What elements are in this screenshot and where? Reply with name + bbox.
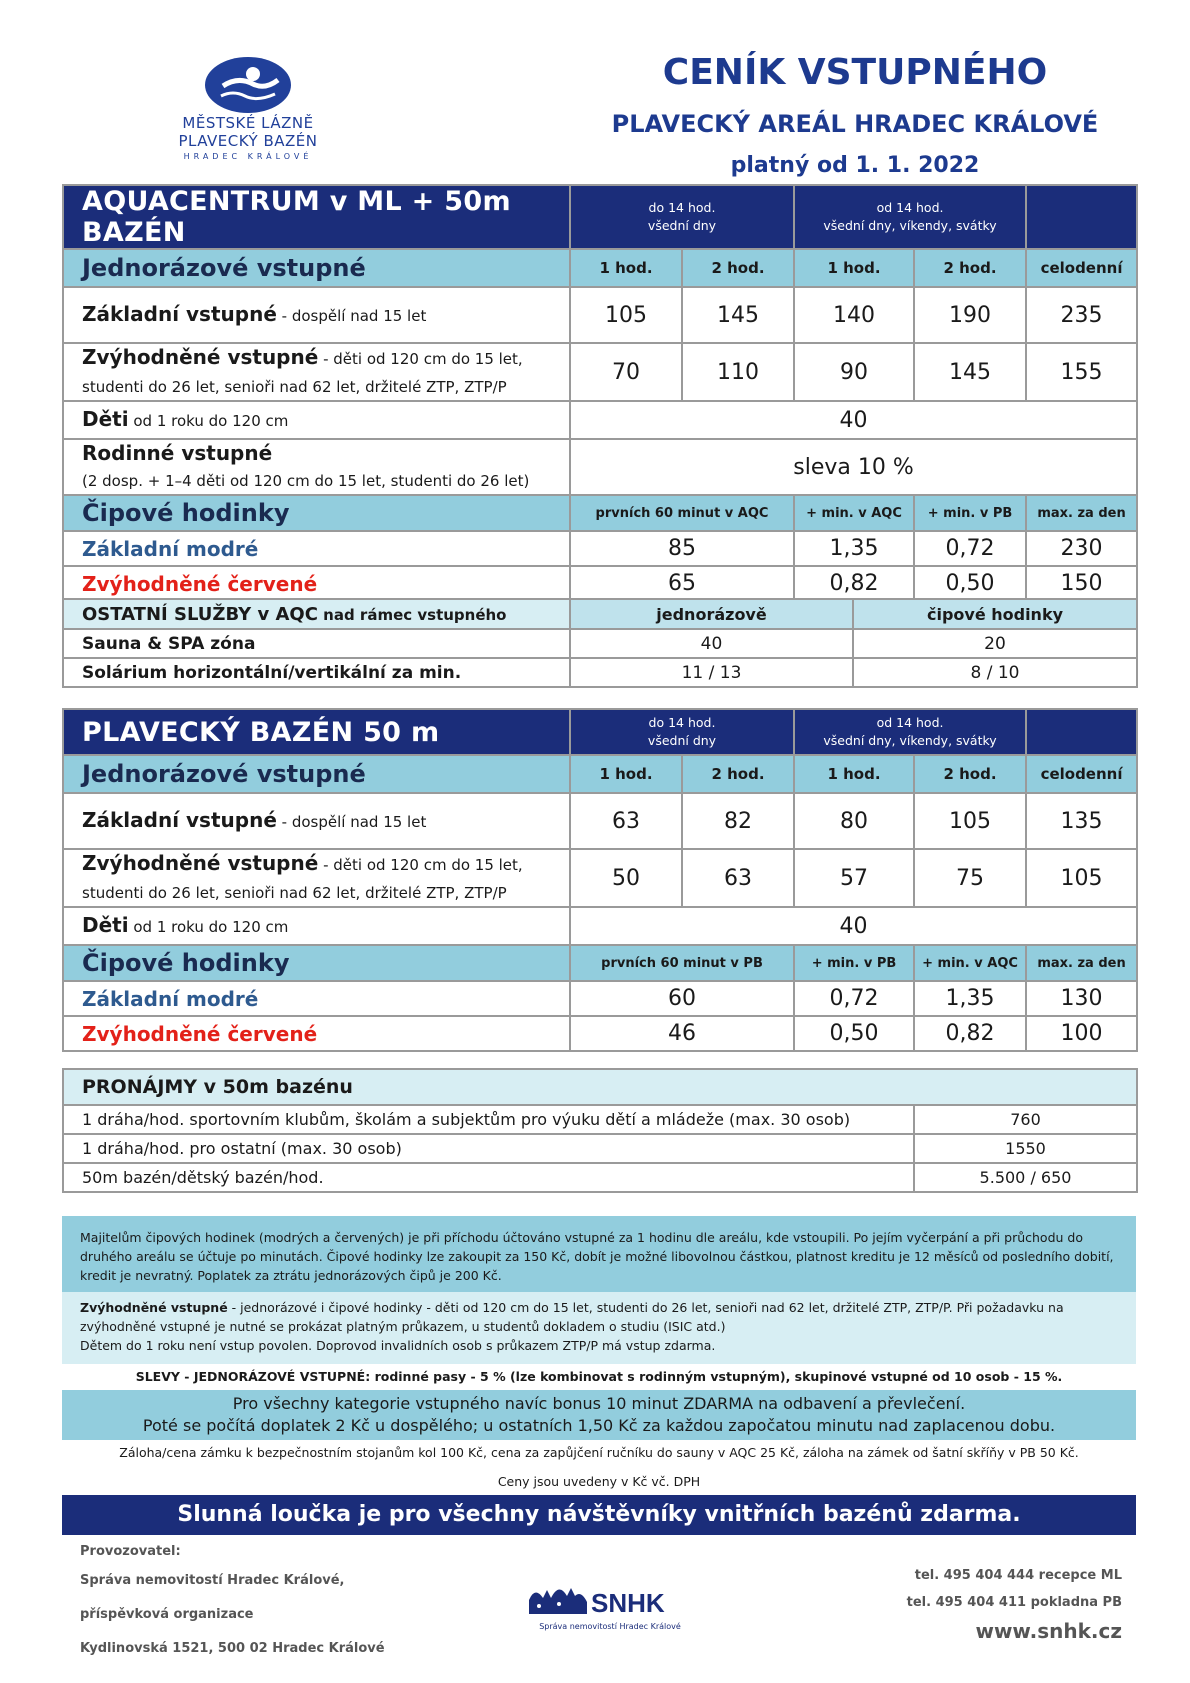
col-header: 2 hod.	[914, 755, 1026, 793]
reduced-admission-label: Zvýhodněné vstupné - děti od 120 cm do 15 let, studenti do 26 let, senioři nad 62 let, držitelé ZTP, ZTP/P	[63, 849, 570, 907]
price-cell: 40	[570, 629, 853, 658]
svg-text:SNHK: SNHK	[591, 1588, 665, 1618]
service-label: Sauna & SPA zóna	[63, 629, 570, 658]
logo-line-1: MĚSTSKÉ LÁZNĚ	[182, 114, 314, 132]
table-row	[63, 401, 1137, 439]
price-cell: 65	[570, 566, 794, 601]
table-row	[63, 531, 1137, 566]
col-header: čipové hodinky	[853, 599, 1137, 629]
price-cell: 8 / 10	[853, 658, 1137, 687]
pb-col-group-1: do 14 hod. všední dny	[570, 709, 794, 755]
col-header: + min. v PB	[914, 495, 1026, 531]
page-subtitle: PLAVECKÝ AREÁL HRADEC KRÁLOVÉ	[611, 110, 1099, 138]
price-cell: 150	[1026, 566, 1137, 601]
col-header: + min. v AQC	[794, 495, 914, 531]
price-cell: 1,35	[914, 981, 1026, 1016]
price-cell: 230	[1026, 531, 1137, 566]
reduced-admission-label: Zvýhodněné vstupné - děti od 120 cm do 15 let, studenti do 26 let, senioři nad 62 let, držitelé ZTP, ZTP/P	[63, 343, 570, 401]
col-header: celodenní	[1026, 249, 1137, 287]
reduced-info-note: Zvýhodněné vstupné - jednorázové i čipové hodinky - děti od 120 cm do 15 let, studenti do 26 let, senioři nad 62 let, držitelé ZTP, ZTP/P. Při požadavku na zvýhodněné vstupné je nutné se prokázat platným průkazem, u studentů dokladem o studiu (ISIC atd.) Dětem do 1 roku není vstup povolen. Doprovod invalidních osob s průkazem ZTP/P má vstup zdarma.	[62, 1292, 1136, 1364]
price-cell: 0,72	[914, 531, 1026, 566]
rental-label: 50m bazén/dětský bazén/hod.	[63, 1163, 914, 1192]
price-cell: 130	[1026, 981, 1137, 1016]
price-cell: 20	[853, 629, 1137, 658]
col-header: + min. v PB	[794, 945, 914, 981]
price-cell: 0,50	[794, 1016, 914, 1051]
col-header: 2 hod.	[914, 249, 1026, 287]
services-table	[62, 598, 1138, 688]
vat-note: Ceny jsou uvedeny v Kč vč. DPH	[497, 1474, 701, 1489]
chip-red-label: Zvýhodněné červené	[63, 566, 570, 601]
pb-chip-label: Čipové hodinky	[63, 945, 570, 981]
bonus-note: Pro všechny kategorie vstupného navíc bonus 10 minut ZDARMA na odbavení a převlečení. Poté se počítá doplatek 2 Kč u dospělého; u ostatních 1,50 Kč za každou započatou minutu nad zaplacenou dobu.	[62, 1390, 1136, 1440]
chip-blue-label: Základní modré	[63, 981, 570, 1016]
price-cell: 63	[682, 849, 794, 907]
phone-reception: tel. 495 404 444 recepce ML	[914, 1568, 1122, 1583]
discounts-note: SLEVY - JEDNORÁZOVÉ VSTUPNÉ: rodinné pasy - 5 % (lze kombinovat s rodinným vstupným), skupinové vstupné od 10 osob - 15 %.	[135, 1369, 1063, 1384]
col-header: prvních 60 minut v PB	[570, 945, 794, 981]
price-cell: 46	[570, 1016, 794, 1051]
pb-title: PLAVECKÝ BAZÉN 50 m	[63, 709, 570, 755]
price-cell: 40	[570, 401, 1137, 439]
chip-red-label: Zvýhodněné červené	[63, 1016, 570, 1051]
price-cell: 110	[682, 343, 794, 401]
snhk-logo	[525, 1578, 695, 1631]
price-cell: 105	[914, 793, 1026, 849]
aqc-title: AQUACENTRUM v ML + 50m BAZÉN	[63, 185, 570, 249]
aqc-col-group-2: od 14 hod. všední dny, víkendy, svátky	[794, 185, 1026, 249]
price-cell: 63	[570, 793, 682, 849]
table-row	[63, 907, 1137, 945]
validity-date: platný od 1. 1. 2022	[730, 153, 980, 178]
price-cell: 105	[1026, 849, 1137, 907]
price-cell: 190	[914, 287, 1026, 343]
sun-banner: Slunná loučka je pro všechny návštěvníky vnitřních bazénů zdarma.	[62, 1495, 1136, 1535]
price-cell: 1550	[914, 1134, 1137, 1163]
pb-single-label: Jednorázové vstupné	[63, 755, 570, 793]
price-cell: 760	[914, 1105, 1137, 1134]
price-cell: 40	[570, 907, 1137, 945]
table-row	[63, 849, 1137, 907]
table-row	[63, 343, 1137, 401]
services-title: OSTATNÍ SLUŽBY v AQC nad rámec vstupného	[63, 599, 570, 629]
price-cell: 60	[570, 981, 794, 1016]
table-row	[63, 566, 1137, 601]
price-cell: 135	[1026, 793, 1137, 849]
price-cell: 57	[794, 849, 914, 907]
price-cell: 75	[914, 849, 1026, 907]
service-label: Solárium horizontální/vertikální za min.	[63, 658, 570, 687]
price-cell: 1,35	[794, 531, 914, 566]
logo-line-3: HRADEC KRÁLOVÉ	[183, 152, 313, 161]
col-header: celodenní	[1026, 755, 1137, 793]
aqc-single-label: Jednorázové vstupné	[63, 249, 570, 287]
snhk-castle-icon	[525, 1578, 695, 1618]
table-row	[63, 287, 1137, 343]
table-row	[63, 1163, 1137, 1192]
aqc-price-table	[62, 184, 1138, 602]
snhk-caption: Správa nemovitostí Hradec Králové	[539, 1622, 681, 1631]
price-cell: 0,82	[914, 1016, 1026, 1051]
table-row	[63, 1134, 1137, 1163]
price-cell: 145	[682, 287, 794, 343]
table-row	[63, 1016, 1137, 1051]
table-row	[63, 629, 1137, 658]
phone-cashier: tel. 495 404 411 pokladna PB	[906, 1595, 1122, 1610]
col-header: 1 hod.	[570, 249, 682, 287]
operator-info: Provozovatel: Správa nemovitostí Hradec Králové, příspěvková organizace Kydlinovská 1521, 500 02 Hradec Králové	[80, 1544, 385, 1656]
col-header: + min. v AQC	[914, 945, 1026, 981]
price-cell: 0,82	[794, 566, 914, 601]
rentals-table	[62, 1068, 1138, 1193]
website-link[interactable]: www.snhk.cz	[975, 1619, 1122, 1643]
price-cell: 0,72	[794, 981, 914, 1016]
ml-logo	[168, 56, 328, 161]
aqc-col-group-empty	[1026, 185, 1137, 249]
price-cell: 11 / 13	[570, 658, 853, 687]
aqc-col-group-1: do 14 hod. všední dny	[570, 185, 794, 249]
logo-line-2: PLAVECKÝ BAZÉN	[178, 132, 318, 150]
rental-label: 1 dráha/hod. pro ostatní (max. 30 osob)	[63, 1134, 914, 1163]
price-cell: 50	[570, 849, 682, 907]
price-cell: 0,50	[914, 566, 1026, 601]
kids-label: Děti od 1 roku do 120 cm	[63, 401, 570, 439]
price-cell: 155	[1026, 343, 1137, 401]
kids-label: Děti od 1 roku do 120 cm	[63, 907, 570, 945]
rental-label: 1 dráha/hod. sportovním klubům, školám a subjektům pro výuku dětí a mládeže (max. 30 osob)	[63, 1105, 914, 1134]
col-header: 1 hod.	[794, 249, 914, 287]
price-cell: 105	[570, 287, 682, 343]
page-title: CENÍK VSTUPNÉHO	[662, 52, 1048, 93]
deposit-note: Záloha/cena zámku k bezpečnostním stojanům kol 100 Kč, cena za zapůjčení ručníku do sauny v AQC 25 Kč, záloha na zámek od šatní skříňy v PB 50 Kč.	[119, 1445, 1079, 1460]
price-cell: 82	[682, 793, 794, 849]
pb-col-group-2: od 14 hod. všední dny, víkendy, svátky	[794, 709, 1026, 755]
col-header: jednorázově	[570, 599, 853, 629]
col-header: 2 hod.	[682, 249, 794, 287]
rentals-title: PRONÁJMY v 50m bazénu	[63, 1069, 1137, 1105]
table-row	[63, 439, 1137, 495]
price-cell: 90	[794, 343, 914, 401]
pb-col-group-empty	[1026, 709, 1137, 755]
col-header: 1 hod.	[794, 755, 914, 793]
swimmer-logo-icon	[203, 56, 293, 114]
col-header: prvních 60 minut v AQC	[570, 495, 794, 531]
chip-info-note: Majitelům čipových hodinek (modrých a červených) je při příchodu účtováno vstupné za 1 hodinu dle areálu, kde vstoupili. Po jejím vyčerpání a při průchodu do druhého areálu se účtuje po minutách. Čipové hodinky lze zakoupit za 150 Kč, dobít je možné libovolnou částkou, platnost kreditu je 12 měsíců od posledního dobití, kredit je nevratný. Poplatek za ztrátu jednorázových čipů je 200 Kč.	[62, 1216, 1136, 1292]
price-cell: 85	[570, 531, 794, 566]
price-cell: 80	[794, 793, 914, 849]
price-cell: 140	[794, 287, 914, 343]
table-row	[63, 658, 1137, 687]
basic-admission-label: Základní vstupné - dospělí nad 15 let	[63, 793, 570, 849]
price-cell: 145	[914, 343, 1026, 401]
family-label: Rodinné vstupné (2 dosp. + 1–4 děti od 120 cm do 15 let, studenti do 26 let)	[63, 439, 570, 495]
contact-info	[907, 1562, 1122, 1646]
price-cell: sleva 10 %	[570, 439, 1137, 495]
pb-price-table	[62, 708, 1138, 1052]
col-header: max. za den	[1026, 945, 1137, 981]
col-header: 2 hod.	[682, 755, 794, 793]
basic-admission-label: Základní vstupné - dospělí nad 15 let	[63, 287, 570, 343]
chip-blue-label: Základní modré	[63, 531, 570, 566]
price-cell: 100	[1026, 1016, 1137, 1051]
price-cell: 235	[1026, 287, 1137, 343]
col-header: 1 hod.	[570, 755, 682, 793]
table-row	[63, 981, 1137, 1016]
col-header: max. za den	[1026, 495, 1137, 531]
price-cell: 5.500 / 650	[914, 1163, 1137, 1192]
aqc-chip-label: Čipové hodinky	[63, 495, 570, 531]
table-row	[63, 793, 1137, 849]
price-cell: 70	[570, 343, 682, 401]
table-row	[63, 1105, 1137, 1134]
